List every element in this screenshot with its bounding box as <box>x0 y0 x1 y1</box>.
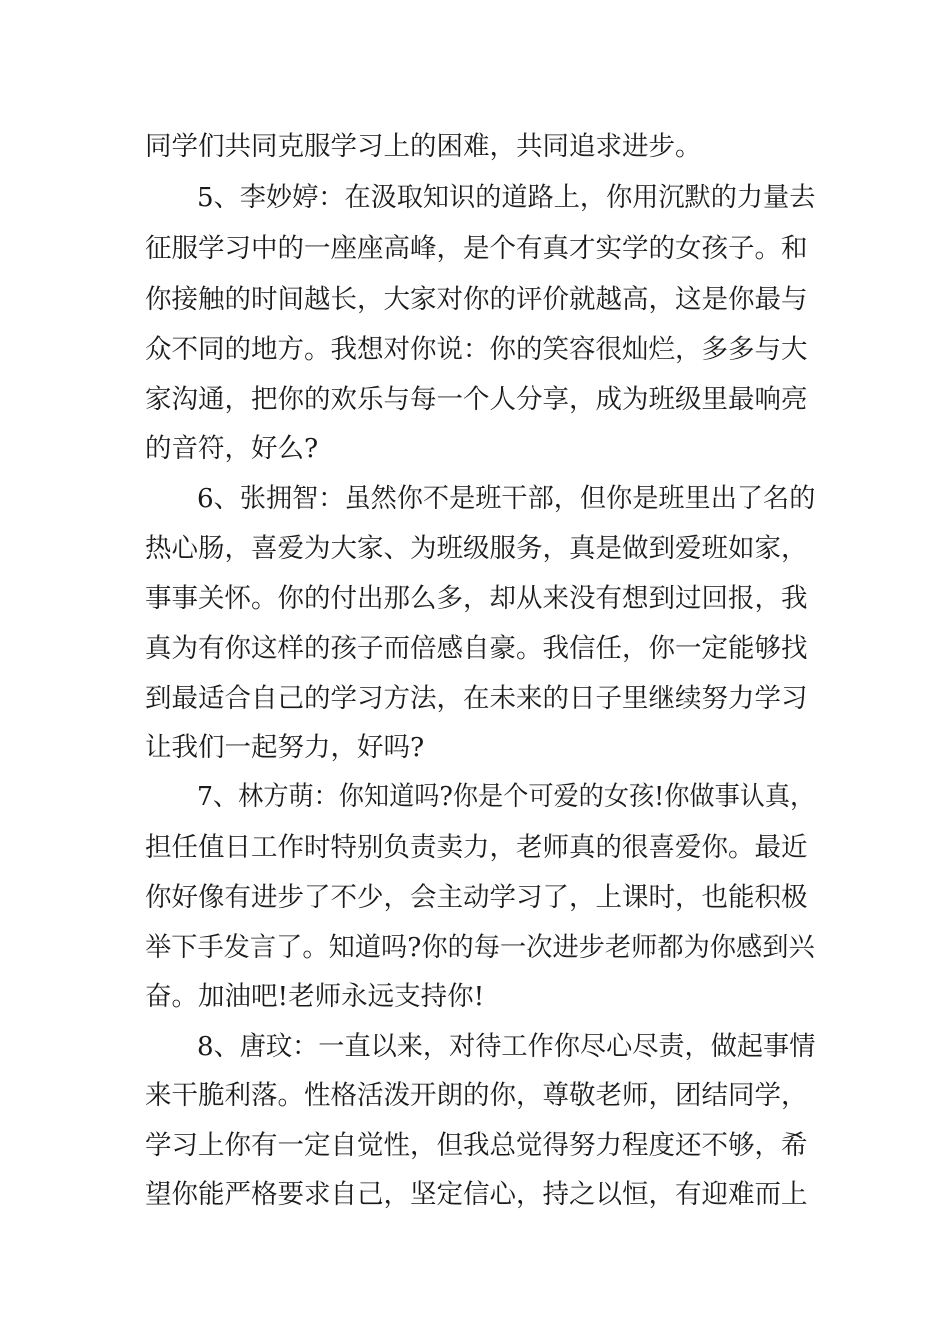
text-line: 让我们一起努力，好吗? <box>145 732 425 763</box>
text-line: 你接触的时间越长，大家对你的评价就越高，这是你最与 <box>145 284 808 315</box>
text-line: 来干脆利落。性格活泼开朗的你，尊敬老师，团结同学， <box>145 1080 808 1111</box>
text-line: 真为有你这样的孩子而倍感自豪。我信任，你一定能够找 <box>145 633 808 664</box>
text-line: 到最适合自己的学习方法，在未来的日子里继续努力学习 <box>145 683 808 714</box>
paragraph-start-line: 7、林方萌：你知道吗?你是个可爱的女孩!你做事认真， <box>197 781 816 812</box>
text-line: 望你能严格要求自己，坚定信心，持之以恒，有迎难而上 <box>145 1179 808 1210</box>
text-line: 担任值日工作时特别负责卖力，老师真的很喜爱你。最近 <box>145 832 808 863</box>
text-line: 事事关怀。你的付出那么多，却从来没有想到过回报，我 <box>145 583 808 614</box>
text-line: 征服学习中的一座座高峰，是个有真才实学的女孩子。和 <box>145 233 808 264</box>
paragraph-start-line: 5、李妙婷：在汲取知识的道路上，你用沉默的力量去 <box>197 182 816 213</box>
text-line: 同学们共同克服学习上的困难，共同追求进步。 <box>145 131 702 162</box>
text-line: 的音符，好么? <box>145 433 319 464</box>
text-line: 学习上你有一定自觉性，但我总觉得努力程度还不够，希 <box>145 1130 808 1161</box>
text-line: 奋。加油吧!老师永远支持你! <box>145 981 485 1012</box>
text-line: 众不同的地方。我想对你说：你的笑容很灿烂，多多与大 <box>145 334 808 365</box>
text-line: 举下手发言了。知道吗?你的每一次进步老师都为你感到兴 <box>145 932 815 963</box>
text-line: 家沟通，把你的欢乐与每一个人分享，成为班级里最响亮 <box>145 384 808 415</box>
paragraph-start-line: 6、张拥智：虽然你不是班干部，但你是班里出了名的 <box>197 483 816 514</box>
text-line: 热心肠，喜爱为大家、为班级服务，真是做到爱班如家， <box>145 533 808 564</box>
text-line: 你好像有进步了不少，会主动学习了，上课时，也能积极 <box>145 882 808 913</box>
paragraph-start-line: 8、唐玟：一直以来，对待工作你尽心尽责，做起事情 <box>197 1031 816 1062</box>
